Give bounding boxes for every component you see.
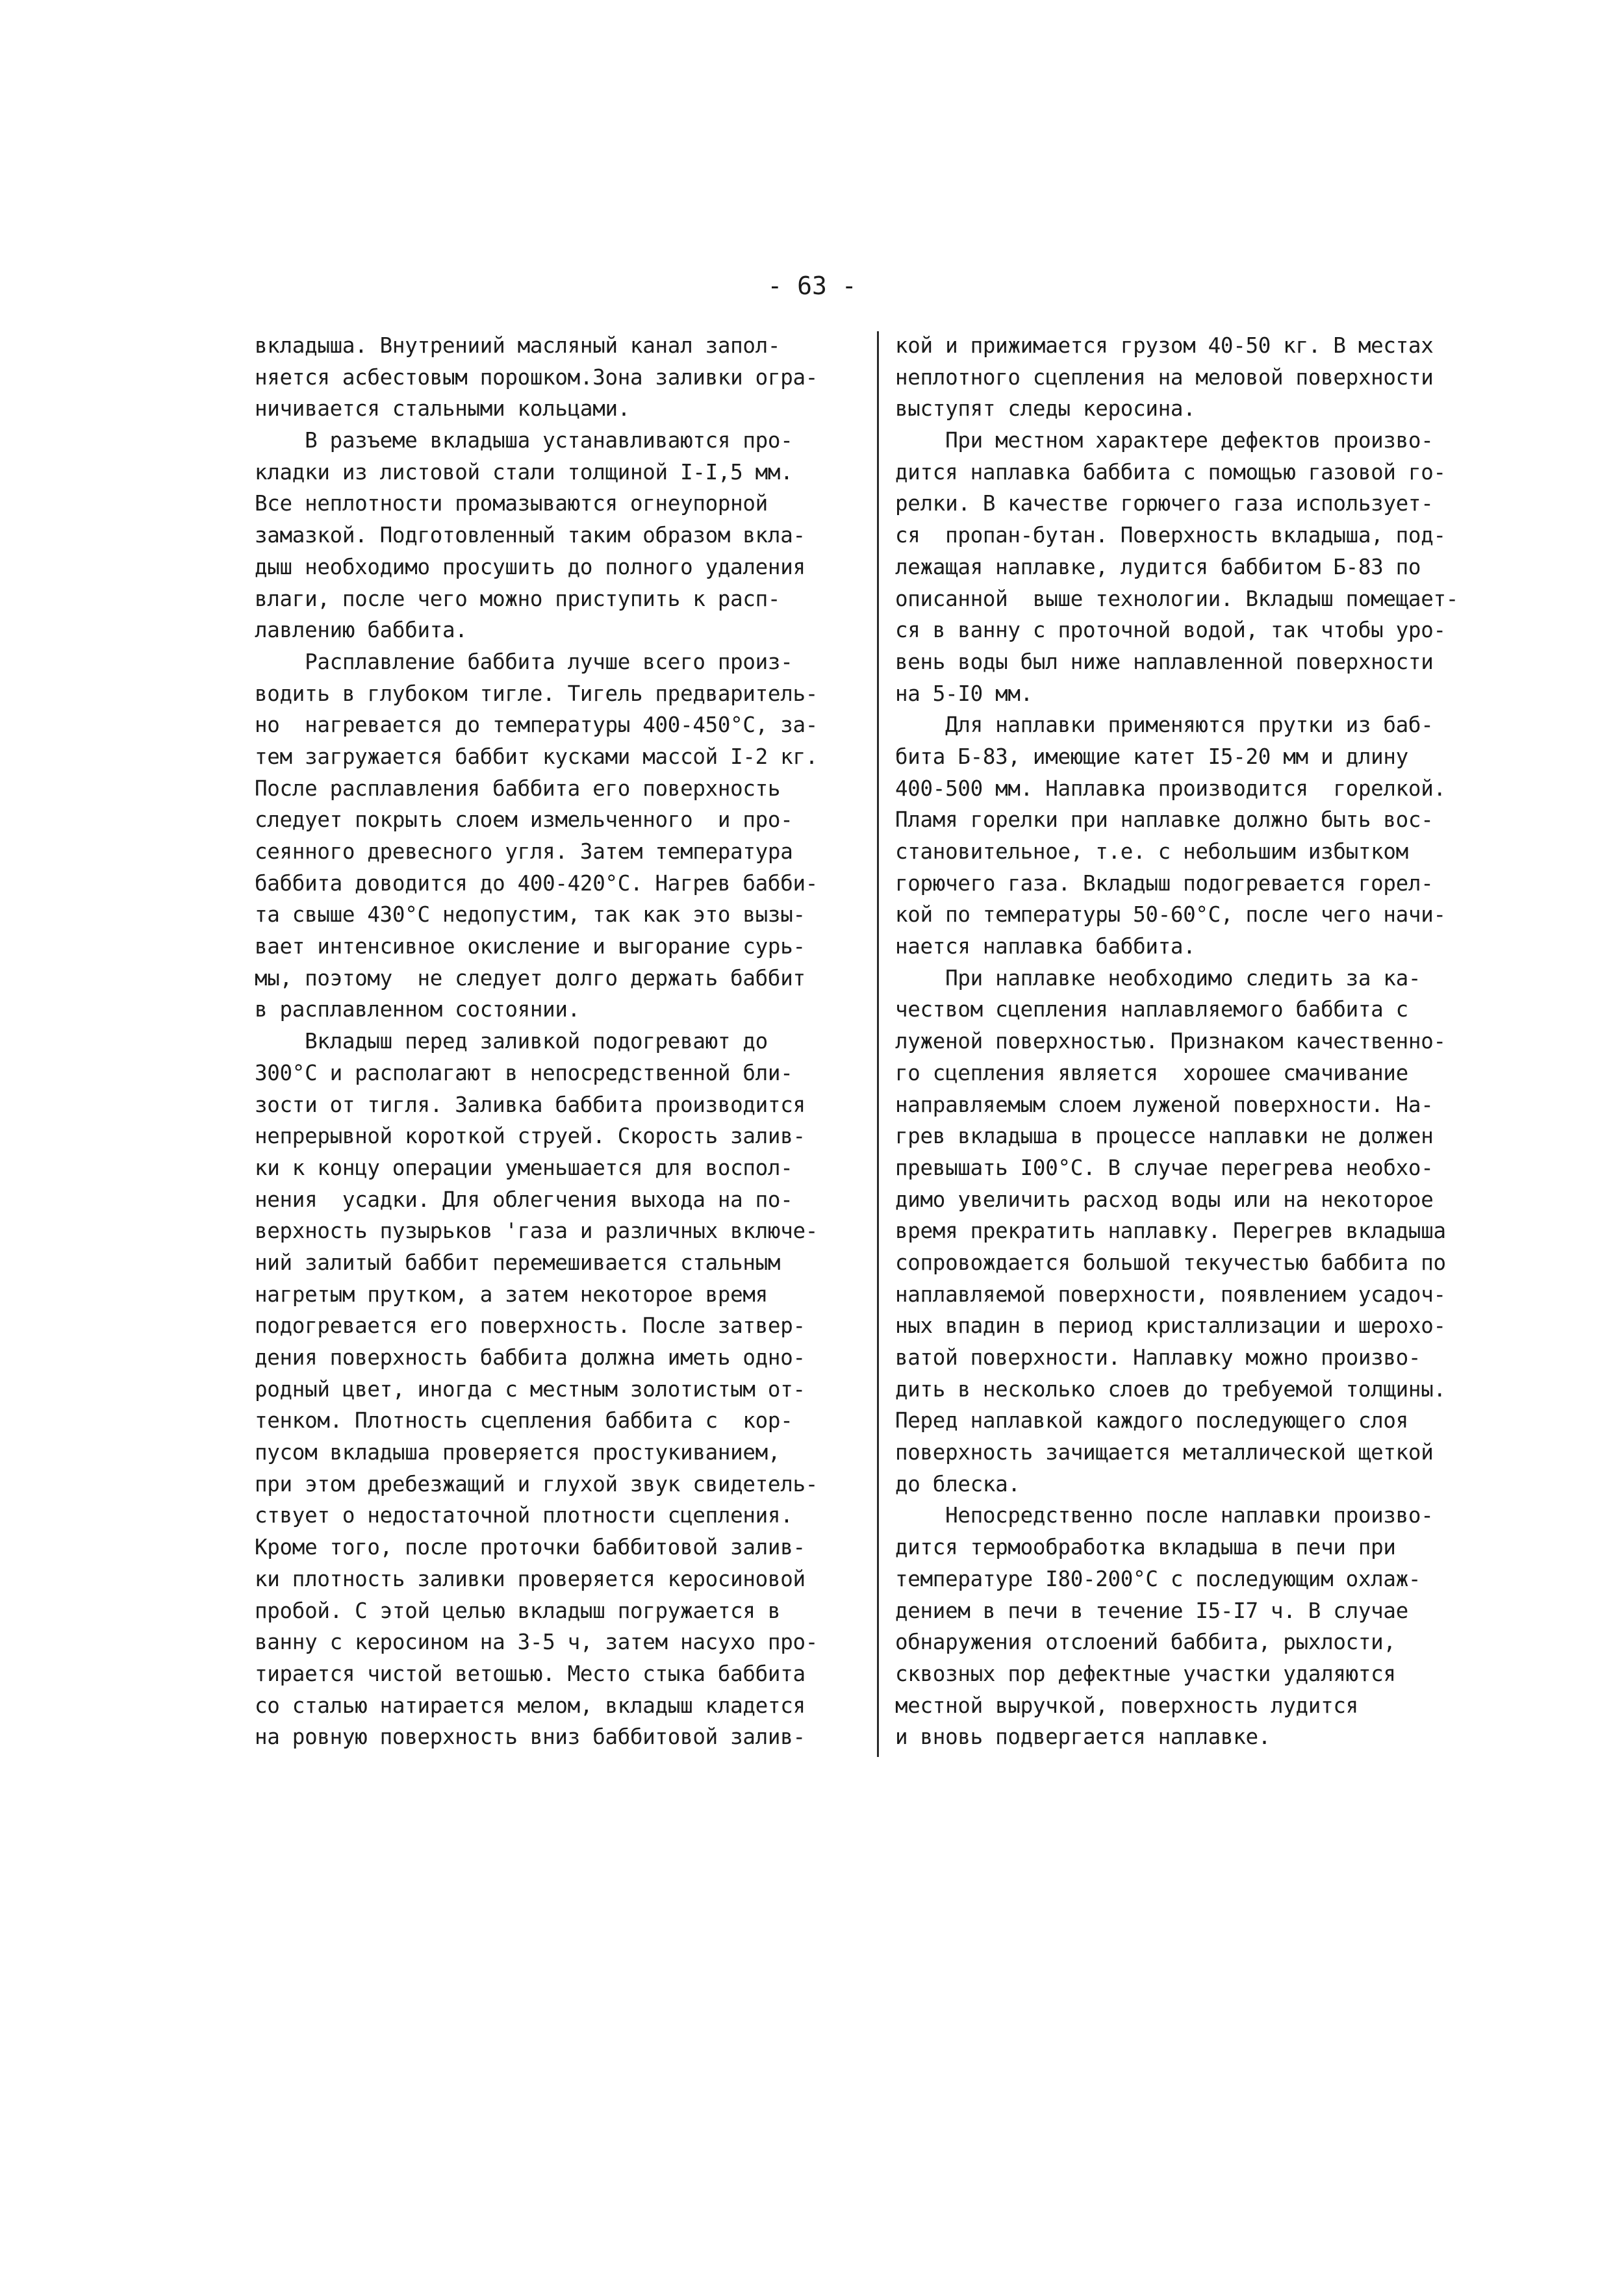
text-line: местной выручкой, поверхность лудится — [895, 1693, 1358, 1718]
text-line: ки к концу операции уменьшается для воспол- — [255, 1155, 793, 1180]
text-line: лавлению баббита. — [255, 618, 468, 643]
text-line: мы, поэтому не следует долго держать баббит — [255, 965, 806, 991]
text-line: водить в глубоком тигле. Тигель предваритель- — [255, 681, 818, 706]
text-line: выступят следы керосина. — [895, 396, 1196, 422]
text-line: вает интенсивное окисление и выгорание сурь- — [255, 934, 806, 959]
text-line: непрерывной короткой струей. Скорость залив- — [255, 1124, 806, 1149]
text-line: становительное, т.е. с небольшим избытком — [895, 839, 1408, 864]
text-line: сквозных пор дефектные участки удаляются — [895, 1661, 1396, 1686]
text-line: родный цвет, иногда с местным золотистым от- — [255, 1376, 806, 1402]
text-line: на ровную поверхность вниз баббитовой залив- — [255, 1725, 806, 1750]
text-line: Непосредственно после наплавки произво- — [895, 1503, 1434, 1528]
text-line: бита Б-83, имеющие катет I5-20 мм и длину — [895, 744, 1408, 769]
text-line: тенком. Плотность сцепления баббита с кор- — [255, 1408, 793, 1434]
text-line: температуре I80-200°С с последующим охлаж- — [895, 1566, 1421, 1591]
text-line: дыш необходимо просушить до полного удаления — [255, 554, 806, 579]
text-line: ватой поверхности. Наплавку можно произво- — [895, 1345, 1421, 1370]
text-line: ки плотность заливки проверяется керосиновой — [255, 1566, 806, 1591]
text-line: направляемым слоем луженой поверхности. На- — [895, 1092, 1434, 1117]
text-line: зости от тигля. Заливка баббита производится — [255, 1092, 806, 1117]
text-line: пробой. С этой целью вкладыш погружается в — [255, 1598, 781, 1623]
text-line: дится термообработка вкладыша в печи при — [895, 1535, 1396, 1560]
text-line: дить в несколько слоев до требуемой толщины. — [895, 1376, 1446, 1402]
text-line: но нагревается до температуры 400-450°С, за- — [255, 713, 818, 738]
column-divider — [877, 331, 879, 1757]
text-line: сеянного древесного угля. Затем температура — [255, 839, 793, 864]
text-line: вкладыша. Внутрениий масляный канал запол- — [255, 333, 781, 358]
text-line: нения усадки. Для облегчения выхода на по- — [255, 1187, 793, 1212]
text-line: Все неплотности промазываются огнеупорной — [255, 491, 768, 516]
text-line: При наплавке необходимо следить за ка- — [895, 965, 1421, 991]
text-line: поверхность зачищается металлической щеткой — [895, 1440, 1434, 1465]
text-line: верхность пузырьков 'газа и различных включе- — [255, 1219, 818, 1244]
text-line: дением в печи в течение I5-I7 ч. В случае — [895, 1598, 1408, 1623]
text-line: та свыше 430°С недопустим, так как это вызы- — [255, 902, 806, 928]
text-line: описанной выше технологии. Вкладыш помещает- — [895, 586, 1458, 611]
text-line: тирается чистой ветошью. Место стыка баббита — [255, 1661, 806, 1686]
text-line: го сцепления является хорошее смачивание — [895, 1060, 1408, 1085]
right-column — [895, 330, 1493, 1753]
text-line: баббита доводится до 400-420°С. Нагрев бабби- — [255, 870, 818, 896]
text-line: няется асбестовым порошком.Зона заливки огра- — [255, 364, 818, 390]
text-line: ний залитый баббит перемешивается стальным — [255, 1250, 781, 1275]
text-line: чеством сцепления наплавляемого баббита с — [895, 997, 1408, 1022]
text-line: лежащая наплавке, лудится баббитом Б-83 по — [895, 554, 1421, 579]
text-line: нагретым прутком, а затем некоторое время — [255, 1282, 768, 1307]
text-line: в расплавленном состоянии. — [255, 997, 580, 1022]
text-line: грев вкладыша в процессе наплавки не должен — [895, 1124, 1434, 1149]
text-line: Расплавление баббита лучше всего произ- — [255, 649, 793, 674]
text-line: на 5-I0 мм. — [895, 681, 1033, 706]
text-line: сопровождается большой текучестью баббита по — [895, 1250, 1446, 1275]
text-line: При местном характере дефектов произво- — [895, 428, 1434, 453]
text-line: кладки из листовой стали толщиной I-I,5 мм. — [255, 459, 793, 485]
text-line: ных впадин в период кристаллизации и шерохо- — [895, 1313, 1446, 1339]
text-line: обнаружения отслоений баббита, рыхлости, — [895, 1630, 1396, 1655]
text-line: Пламя горелки при наплавке должно быть вос- — [895, 807, 1434, 833]
text-line: дения поверхность баббита должна иметь одно- — [255, 1345, 806, 1370]
text-line: со сталью натирается мелом, вкладыш кладется — [255, 1693, 806, 1718]
text-line: Кроме того, после проточки баббитовой залив- — [255, 1535, 806, 1560]
text-line: кой и прижимается грузом 40-50 кг. В местах — [895, 333, 1434, 358]
text-line: пусом вкладыша проверяется простукиванием, — [255, 1440, 781, 1465]
text-line: дится наплавка баббита с помощью газовой го- — [895, 459, 1446, 485]
text-line: замазкой. Подготовленный таким образом вкла- — [255, 523, 806, 548]
left-column — [255, 330, 852, 1753]
text-line: ствует о недостаточной плотности сцепления. — [255, 1503, 793, 1528]
text-line: ничивается стальными кольцами. — [255, 396, 630, 422]
text-line: ся пропан-бутан. Поверхность вкладыша, под- — [895, 523, 1446, 548]
text-line: горючего газа. Вкладыш подогревается горел- — [895, 870, 1434, 896]
text-line: ванну с керосином на 3-5 ч, затем насухо про- — [255, 1630, 818, 1655]
text-line: превышать I00°С. В случае перегрева необхо- — [895, 1155, 1434, 1180]
text-line: Для наплавки применяются прутки из баб- — [895, 713, 1434, 738]
text-line: 300°С и располагают в непосредственной бли- — [255, 1060, 793, 1085]
text-line: кой по температуры 50-60°С, после чего начи- — [895, 902, 1446, 928]
text-line: После расплавления баббита его поверхность — [255, 776, 781, 801]
text-line: вень воды был ниже наплавленной поверхности — [895, 649, 1434, 674]
text-line: при этом дребезжащий и глухой звук свидетель- — [255, 1471, 818, 1497]
text-line: димо увеличить расход воды или на некоторое — [895, 1187, 1434, 1212]
text-line: ся в ванну с проточной водой, так чтобы уро- — [895, 618, 1446, 643]
text-line: релки. В качестве горючего газа использует- — [895, 491, 1434, 516]
text-line: луженой поверхностью. Признаком качественно- — [895, 1029, 1446, 1054]
text-line: Перед наплавкой каждого последующего слоя — [895, 1408, 1408, 1434]
text-line: следует покрыть слоем измельченного и про- — [255, 807, 793, 833]
text-line: до блеска. — [895, 1471, 1021, 1497]
text-line: тем загружается баббит кусками массой I-2 кг. — [255, 744, 818, 769]
text-line: неплотного сцепления на меловой поверхности — [895, 364, 1434, 390]
text-line: В разъеме вкладыша устанавливаются про- — [255, 428, 793, 453]
page-number: - 63 - — [767, 272, 857, 300]
text-line: наплавляемой поверхности, появлением усадоч- — [895, 1282, 1446, 1307]
text-line: 400-500 мм. Наплавка производится горелкой. — [895, 776, 1446, 801]
text-line: влаги, после чего можно приступить к расп- — [255, 586, 781, 611]
text-line: нается наплавка баббита. — [895, 934, 1196, 959]
text-line: время прекратить наплавку. Перегрев вкладыша — [895, 1219, 1446, 1244]
text-line: Вкладыш перед заливкой подогревают до — [255, 1029, 768, 1054]
text-line: подогревается его поверхность. После затвер- — [255, 1313, 806, 1339]
text-line: и вновь подвергается наплавке. — [895, 1725, 1271, 1750]
